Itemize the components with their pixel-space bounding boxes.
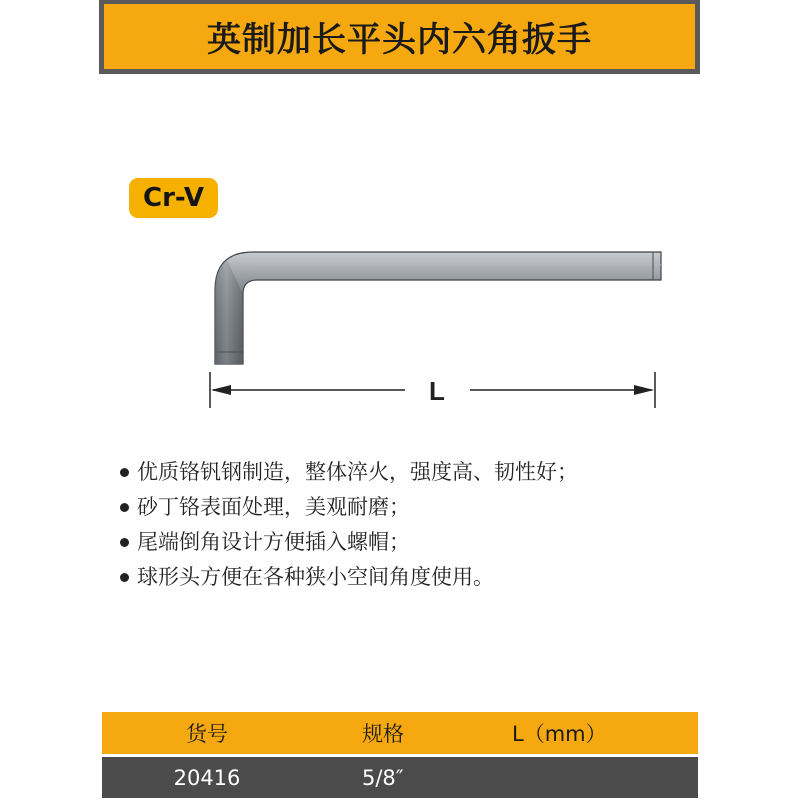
table-header	[102, 712, 698, 754]
feature-list	[120, 455, 720, 595]
feature-item: 尾端倒角设计方便插入螺帽；	[120, 525, 720, 560]
header-spec: 规格	[362, 722, 404, 746]
header-length: L（mm）	[512, 722, 607, 746]
cell-spec: 5/8″	[362, 765, 404, 790]
material-badge: Cr-V	[129, 178, 218, 218]
feature-item: 优质铬钒钢制造，整体淬火，强度高、韧性好；	[120, 455, 720, 490]
title-panel	[104, 4, 695, 69]
bullet-icon	[120, 468, 129, 477]
cell-item-no: 20416	[173, 765, 241, 790]
hex-key-illustration	[205, 240, 675, 415]
title-bar	[99, 0, 700, 74]
spec-table	[102, 712, 698, 798]
page-title: 英制加长平头内六角扳手	[207, 20, 592, 60]
bullet-icon	[120, 573, 129, 582]
feature-item: 球形头方便在各种狭小空间角度使用。	[120, 560, 720, 595]
dimension-label: L	[429, 376, 445, 406]
hex-key-shape	[215, 252, 661, 364]
header-item-no: 货号	[186, 722, 228, 746]
feature-item: 砂丁铬表面处理，美观耐磨；	[120, 490, 720, 525]
bullet-icon	[120, 503, 129, 512]
bullet-icon	[120, 538, 129, 547]
table-row	[102, 757, 698, 798]
